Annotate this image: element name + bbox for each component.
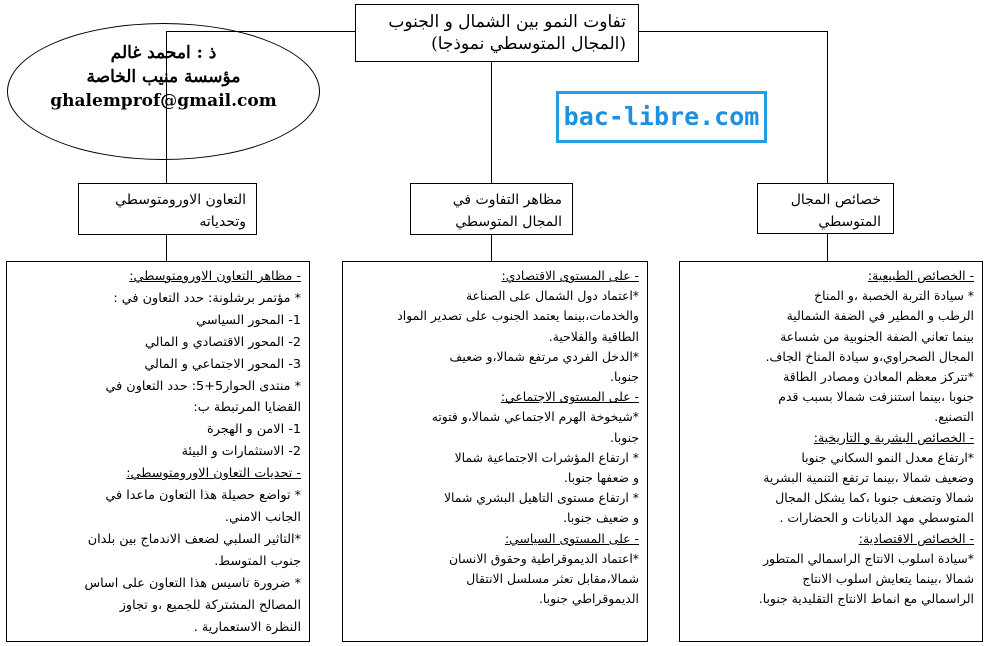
author-email: ghalemprof@gmail.com	[50, 91, 277, 111]
content-line: وضعيف شمالا ،بينما ترتفع التنمية البشرية	[763, 470, 974, 486]
connector-right-down	[827, 31, 828, 183]
content-line: شمالا ،بينما يتعايش اسلوب الانتاج	[802, 571, 974, 587]
content-line: * تواضع حصيلة هذا التعاون ماعدا في	[105, 488, 301, 504]
watermark-logo: bac-libre.com	[556, 91, 767, 143]
content-line: *التاثير السلبي لضعف الاندماج بين بلدان	[87, 531, 301, 547]
content-line: والخدمات،بينما يعتمد الجنوب على تصدير المواد	[397, 308, 639, 324]
section-heading: - على المستوى السياسي:	[504, 530, 639, 546]
connector-title-center	[491, 62, 492, 183]
content-line: المجال الصحراوي،و سيادة المناخ الجاف.	[765, 348, 974, 364]
heading-line: المجال المتوسطي	[455, 214, 562, 230]
content-line: *الدخل الفردي مرتفع شمالا،و ضعيف	[449, 348, 639, 364]
content-box-characteristics	[679, 261, 983, 642]
heading-line: خصائص المجال	[790, 192, 881, 208]
content-line: شمالا،مقابل تعثر مسلسل الانتقال	[466, 571, 639, 587]
content-line: *سيادة اسلوب الانتاج الراسمالي المتطور	[763, 550, 974, 566]
section-heading: - الخصائص الاقتصادية:	[858, 530, 974, 546]
content-line: * ارتفاع المؤشرات الاجتماعية شمالا	[454, 449, 639, 465]
heading-line: التعاون الاورومتوسطي	[115, 192, 246, 208]
section-heading: - الخصائص الطبيعية:	[867, 268, 974, 283]
content-line: النظرة الاستعمارية .	[193, 619, 301, 635]
content-line: 3- المحور الاجتماعي و المالي	[144, 356, 301, 372]
content-line: الجانب الامني.	[224, 509, 301, 525]
section-heading: - على المستوى الاجتماعي:	[500, 389, 639, 405]
author-institution: مؤسسة منيب الخاصة	[86, 67, 241, 87]
content-line: الطاقية والفلاحية.	[548, 328, 639, 344]
section-heading: - على المستوى الاقتصادي:	[501, 268, 639, 283]
content-line: * ضرورة تاسيس هذا التعاون على اساس	[84, 575, 301, 591]
content-line: 1- المحور السياسي	[196, 312, 301, 328]
section-heading: - تحديات التعاون الاورومتوسطي:	[126, 466, 301, 482]
content-line: و ضعفها جنوبا.	[563, 470, 639, 486]
content-line: جنوبا.	[610, 429, 639, 445]
content-line: * منتدى الحوار5+5: حدد التعاون في	[105, 378, 301, 394]
content-line: التصنيع.	[934, 409, 974, 425]
branch-heading-cooperation	[78, 183, 257, 235]
content-line: بينما تعاني الضفة الجنوبية من شساعة	[780, 328, 974, 344]
content-line: 1- الامن و الهجرة	[207, 422, 301, 438]
content-line: و ضعيف جنوبا.	[563, 510, 639, 526]
heading-line: المتوسطي	[818, 214, 881, 230]
content-line: جنوب المتوسط.	[214, 553, 301, 569]
content-line: *ارتفاع معدل النمو السكاني جنوبا	[801, 449, 974, 465]
section-heading: - الخصائص البشرية و التاريخية:	[813, 429, 974, 445]
content-line: الراسمالي مع انماط الانتاج التقليدية جنوبا.	[758, 591, 974, 607]
connector-h1-col1	[827, 234, 828, 261]
section-heading: - مظاهر التعاون الاورومتوسطي:	[129, 269, 301, 284]
content-line: المتوسطي مهد الديانات و الحضارات .	[779, 510, 974, 526]
author-ellipse	[7, 23, 320, 160]
content-line: * مؤتمر برشلونة: حدد التعاون في :	[113, 290, 301, 306]
content-line: *اعتماد دول الشمال على الصناعة	[465, 288, 639, 304]
content-line: الديموقراطي جنوبا.	[538, 591, 639, 607]
content-line: *اعتماد الديموقراطية وحقوق الانسان	[448, 550, 639, 566]
heading-line: مظاهر التفاوت في	[452, 192, 562, 208]
content-line: *شيخوخة الهرم الاجتماعي شمالا،و فتوته	[431, 409, 639, 425]
content-line: جنوبا.	[610, 369, 639, 385]
content-line: القضايا المرتبطة ب:	[193, 400, 301, 416]
author-name: ذ : امحمد غالم	[110, 43, 217, 63]
branch-heading-disparities	[410, 183, 573, 235]
content-line: المصالح المشتركة للجميع ،و تجاوز	[119, 597, 301, 613]
connector-h2-col2	[491, 235, 492, 261]
content-box-disparities	[342, 261, 648, 642]
diagram-title	[355, 4, 639, 62]
content-line: 2- الاستثمارات و البيئة	[181, 444, 301, 460]
content-box-cooperation	[6, 261, 310, 642]
content-line: * ارتفاع مستوى التاهيل البشري شمالا	[443, 490, 639, 506]
content-line: الرطب و المطير في الضفة الشمالية	[786, 308, 974, 324]
content-line: 2- المحور الاقتصادي و المالي	[145, 334, 301, 350]
content-line: *تتركز معظم المعادن ومصادر الطاقة	[783, 369, 974, 385]
branch-heading-characteristics	[757, 183, 894, 234]
title-line-2: (المجال المتوسطي نموذجا)	[431, 34, 626, 54]
content-line: جنوبا ،بينما استنزفت شمالا بسبب قدم	[778, 389, 974, 405]
heading-line: وتحدياته	[199, 214, 246, 230]
connector-h3-col3	[166, 235, 167, 261]
title-line-1: تفاوت النمو بين الشمال و الجنوب	[388, 12, 626, 32]
content-line: * سيادة التربة الخصبة ،و المناخ	[814, 288, 974, 304]
connector-title-right	[639, 31, 828, 32]
content-line: شمالا وتضعف جنوبا ،كما يشكل المجال	[775, 490, 974, 506]
